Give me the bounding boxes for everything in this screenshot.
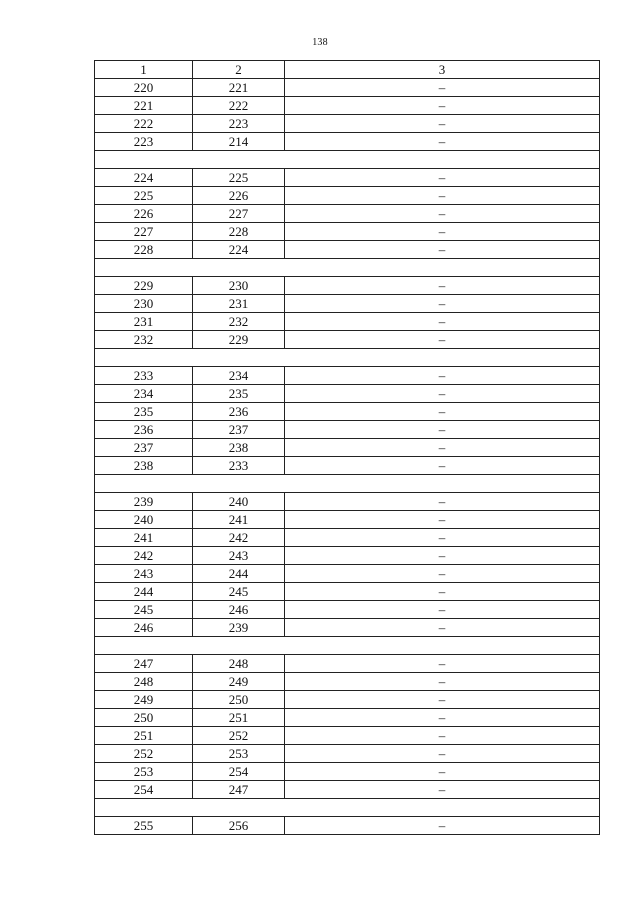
col3-cell: – <box>285 763 600 781</box>
group-separator-row <box>95 637 600 655</box>
col1-cell: 240 <box>95 511 193 529</box>
group-separator-cell <box>95 259 600 277</box>
col3-cell: – <box>285 385 600 403</box>
col3-cell: – <box>285 241 600 259</box>
col1-cell: 234 <box>95 385 193 403</box>
col1-cell: 227 <box>95 223 193 241</box>
col3-cell: – <box>285 781 600 799</box>
table-row <box>95 295 600 313</box>
col3-cell: – <box>285 295 600 313</box>
col1-cell: 235 <box>95 403 193 421</box>
col1-cell: 236 <box>95 421 193 439</box>
table-row <box>95 79 600 97</box>
col2-cell: 236 <box>193 403 285 421</box>
table-row <box>95 331 600 349</box>
col2-cell: 235 <box>193 385 285 403</box>
col1-cell: 242 <box>95 547 193 565</box>
col3-cell: – <box>285 97 600 115</box>
col2-cell: 227 <box>193 205 285 223</box>
table-row <box>95 565 600 583</box>
col3-cell: – <box>285 529 600 547</box>
table-row <box>95 241 600 259</box>
col1-cell: 250 <box>95 709 193 727</box>
col1-cell: 229 <box>95 277 193 295</box>
col3-cell: – <box>285 619 600 637</box>
table-row <box>95 529 600 547</box>
col3-cell: – <box>285 673 600 691</box>
col1-cell: 244 <box>95 583 193 601</box>
header-cell-3: 3 <box>285 61 600 79</box>
col2-cell: 252 <box>193 727 285 745</box>
col1-cell: 247 <box>95 655 193 673</box>
col2-cell: 221 <box>193 79 285 97</box>
col3-cell: – <box>285 187 600 205</box>
col3-cell: – <box>285 691 600 709</box>
col2-cell: 233 <box>193 457 285 475</box>
col2-cell: 248 <box>193 655 285 673</box>
col1-cell: 246 <box>95 619 193 637</box>
col3-cell: – <box>285 403 600 421</box>
group-separator-row <box>95 151 600 169</box>
table-row <box>95 691 600 709</box>
col3-cell: – <box>285 817 600 835</box>
col2-cell: 242 <box>193 529 285 547</box>
col3-cell: – <box>285 439 600 457</box>
group-separator-row <box>95 259 600 277</box>
col2-cell: 244 <box>193 565 285 583</box>
col1-cell: 253 <box>95 763 193 781</box>
col3-cell: – <box>285 493 600 511</box>
table-row <box>95 601 600 619</box>
col2-cell: 229 <box>193 331 285 349</box>
table-row <box>95 187 600 205</box>
table-row <box>95 457 600 475</box>
col3-cell: – <box>285 331 600 349</box>
col3-cell: – <box>285 457 600 475</box>
table-row <box>95 493 600 511</box>
col3-cell: – <box>285 727 600 745</box>
table-row <box>95 133 600 151</box>
col1-cell: 243 <box>95 565 193 583</box>
table-row <box>95 655 600 673</box>
col1-cell: 232 <box>95 331 193 349</box>
col1-cell: 228 <box>95 241 193 259</box>
group-separator-row <box>95 349 600 367</box>
col3-cell: – <box>285 223 600 241</box>
col3-cell: – <box>285 709 600 727</box>
col2-cell: 240 <box>193 493 285 511</box>
col1-cell: 233 <box>95 367 193 385</box>
col1-cell: 249 <box>95 691 193 709</box>
group-separator-cell <box>95 349 600 367</box>
col2-cell: 230 <box>193 277 285 295</box>
col1-cell: 224 <box>95 169 193 187</box>
table-row <box>95 547 600 565</box>
table-row <box>95 781 600 799</box>
col3-cell: – <box>285 367 600 385</box>
col3-cell: – <box>285 313 600 331</box>
table-row <box>95 727 600 745</box>
table-row <box>95 115 600 133</box>
table-row <box>95 439 600 457</box>
table-row <box>95 367 600 385</box>
col3-cell: – <box>285 115 600 133</box>
group-separator-cell <box>95 475 600 493</box>
col3-cell: – <box>285 205 600 223</box>
table-row <box>95 385 600 403</box>
col2-cell: 247 <box>193 781 285 799</box>
table-row <box>95 169 600 187</box>
col2-cell: 223 <box>193 115 285 133</box>
col2-cell: 249 <box>193 673 285 691</box>
col2-cell: 238 <box>193 439 285 457</box>
col2-cell: 250 <box>193 691 285 709</box>
col1-cell: 230 <box>95 295 193 313</box>
col1-cell: 223 <box>95 133 193 151</box>
col3-cell: – <box>285 601 600 619</box>
table-row <box>95 583 600 601</box>
col3-cell: – <box>285 421 600 439</box>
col2-cell: 224 <box>193 241 285 259</box>
table-row <box>95 763 600 781</box>
header-cell-1: 1 <box>95 61 193 79</box>
col1-cell: 255 <box>95 817 193 835</box>
col3-cell: – <box>285 655 600 673</box>
col2-cell: 253 <box>193 745 285 763</box>
table-row <box>95 817 600 835</box>
col2-cell: 214 <box>193 133 285 151</box>
table-body <box>95 61 600 835</box>
col1-cell: 238 <box>95 457 193 475</box>
col1-cell: 251 <box>95 727 193 745</box>
col2-cell: 225 <box>193 169 285 187</box>
col2-cell: 256 <box>193 817 285 835</box>
table-row <box>95 619 600 637</box>
col2-cell: 246 <box>193 601 285 619</box>
col2-cell: 241 <box>193 511 285 529</box>
table-row <box>95 313 600 331</box>
header-cell-2: 2 <box>193 61 285 79</box>
col1-cell: 222 <box>95 115 193 133</box>
col1-cell: 221 <box>95 97 193 115</box>
col3-cell: – <box>285 277 600 295</box>
col2-cell: 243 <box>193 547 285 565</box>
group-separator-cell <box>95 799 600 817</box>
col2-cell: 237 <box>193 421 285 439</box>
group-separator-row <box>95 475 600 493</box>
col3-cell: – <box>285 169 600 187</box>
col3-cell: – <box>285 547 600 565</box>
col3-cell: – <box>285 511 600 529</box>
col2-cell: 231 <box>193 295 285 313</box>
col3-cell: – <box>285 565 600 583</box>
col2-cell: 245 <box>193 583 285 601</box>
table-row <box>95 223 600 241</box>
col3-cell: – <box>285 745 600 763</box>
col1-cell: 226 <box>95 205 193 223</box>
table-row <box>95 511 600 529</box>
data-table <box>94 60 600 835</box>
col1-cell: 220 <box>95 79 193 97</box>
col2-cell: 239 <box>193 619 285 637</box>
col1-cell: 225 <box>95 187 193 205</box>
col2-cell: 251 <box>193 709 285 727</box>
col3-cell: – <box>285 133 600 151</box>
table-row <box>95 745 600 763</box>
group-separator-row <box>95 799 600 817</box>
col1-cell: 252 <box>95 745 193 763</box>
col2-cell: 254 <box>193 763 285 781</box>
col1-cell: 239 <box>95 493 193 511</box>
table-header-row <box>95 61 600 79</box>
table-row <box>95 673 600 691</box>
col1-cell: 254 <box>95 781 193 799</box>
table-row <box>95 277 600 295</box>
group-separator-cell <box>95 151 600 169</box>
col2-cell: 222 <box>193 97 285 115</box>
col1-cell: 245 <box>95 601 193 619</box>
col2-cell: 228 <box>193 223 285 241</box>
col1-cell: 237 <box>95 439 193 457</box>
col2-cell: 234 <box>193 367 285 385</box>
table-row <box>95 403 600 421</box>
table-row <box>95 709 600 727</box>
col3-cell: – <box>285 79 600 97</box>
col2-cell: 232 <box>193 313 285 331</box>
col1-cell: 248 <box>95 673 193 691</box>
group-separator-cell <box>95 637 600 655</box>
table-row <box>95 97 600 115</box>
col3-cell: – <box>285 583 600 601</box>
col1-cell: 241 <box>95 529 193 547</box>
table-row <box>95 421 600 439</box>
col1-cell: 231 <box>95 313 193 331</box>
table-row <box>95 205 600 223</box>
col2-cell: 226 <box>193 187 285 205</box>
page-number: 138 <box>312 37 328 48</box>
